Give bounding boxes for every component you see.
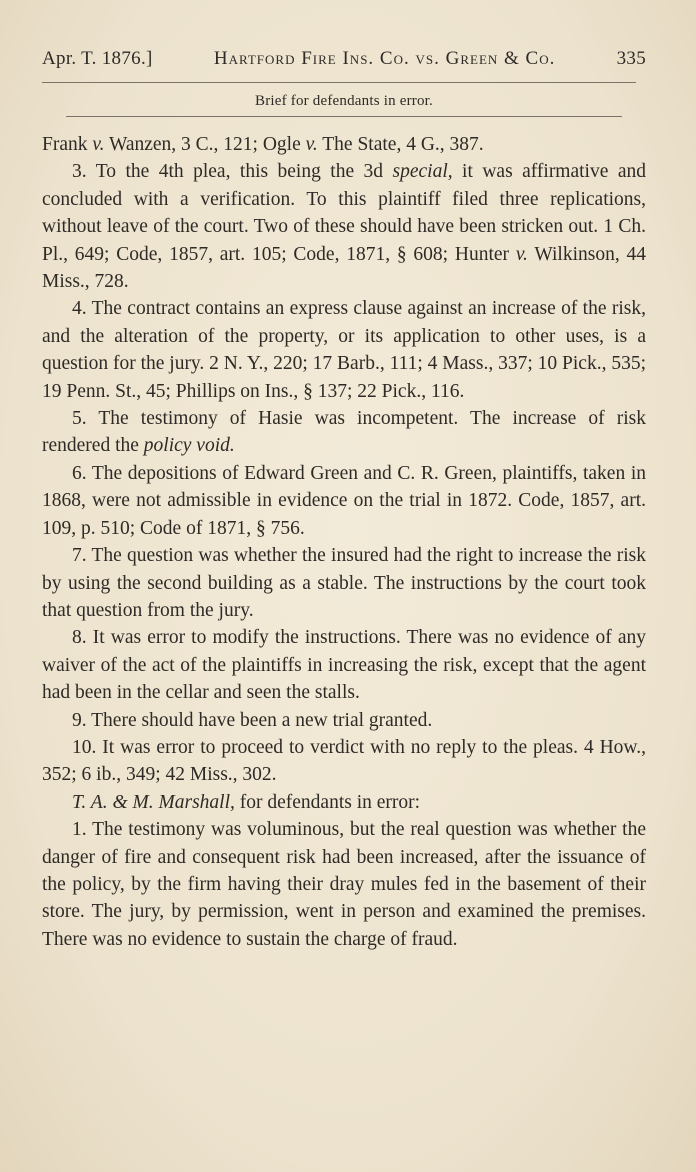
text-run: it was affirmative and concluded with a verification. To this plaintiff filed three replications, without leave of the court. Two of these should have been stricken out. 1 Ch. Pl., 649; Code, 1857, art. 105; Code, 1871, § 608; Hunter [42,161,646,265]
page-number: 335 [616,48,646,69]
text-run: Wanzen, 3 C., 121; Ogle [104,134,306,155]
text-run: 3. To the 4th plea, this being the 3d [72,161,393,183]
text-run: for defendants in error: [234,791,421,813]
paragraph [42,707,646,734]
header-rule [42,82,636,83]
italic-text: v. [305,134,318,155]
text-run: 4. The contract contains an express clause against an increase of the risk, and the alteration of the property, or its application to other uses, is a question for the jury. 2 N. Y., 220; 17 Barb., 111; 4 Mass., 337; 10 Pick., 535; 19 Penn. St., 45; Phillips on Ins., § 137; 22 Pick., 116. [42,298,646,402]
running-head [42,48,646,70]
text-run: The State, 4 G., 387. [317,134,484,155]
paragraph [42,542,646,624]
paragraph [42,624,646,706]
paragraph [42,158,646,295]
text-run: Wilkinson, 44 Miss., 728. [42,243,646,293]
text-run: Frank [42,134,93,155]
text-run: 6. The depositions of Edward Green and C. R. Green, plaintiffs, taken in 1868, were not admissible in evidence on the trial in 1872. Code, 1857, art. 109, p. 510; Code of 1871, § 756. [42,462,646,539]
italic-text: policy void. [143,435,235,457]
paragraph [42,295,646,405]
text-run: 10. It was error to proceed to verdict with no reply to the pleas. 4 How., 352; 6 ib., 349; 42 Miss., 302. [42,736,646,786]
section-subheading: Brief for defendants in error. [254,93,434,109]
text-run: 5. The testimony of Hasie was incompetent. The increase of risk rendered the [42,408,646,457]
paragraph [42,789,646,816]
term-citation: Apr. T. 1876.] [42,48,153,69]
italic-text: v. [515,243,528,265]
text-run: 1. The testimony was voluminous, but the real question was whether the danger of fire and consequent risk had been increased, after the issuance of the policy, by the firm having their dray mules fed in the basement of their store. The jury, by permission, went in person and examined the premises. There was no evidence to sustain the charge of fraud. [42,819,646,950]
text-run: 7. The question was whether the insured had the right to increase the risk by using the second building as a stable. The instructions by the court took that question from the jury. [42,545,646,621]
text-run: 9. There should have been a new trial granted. [72,709,433,731]
case-title: Hartford Fire Ins. Co. vs. Green & Co. [213,48,556,69]
paragraph [42,131,646,158]
italic-text: v. [92,134,105,155]
italic-text: special, [392,161,453,183]
brief-body-text [42,131,646,953]
paragraph [42,460,646,542]
text-run: 8. It was error to modify the instructions. There was no evidence of any waiver of the act of the plaintiffs in increasing the risk, except that the agent had been in the cellar and seen the stalls. [42,627,646,704]
paragraph [42,816,646,953]
italic-text: T. A. & M. Marshall, [72,791,235,813]
subheading-rule [66,116,622,117]
paragraph [42,734,646,789]
paragraph [42,405,646,460]
